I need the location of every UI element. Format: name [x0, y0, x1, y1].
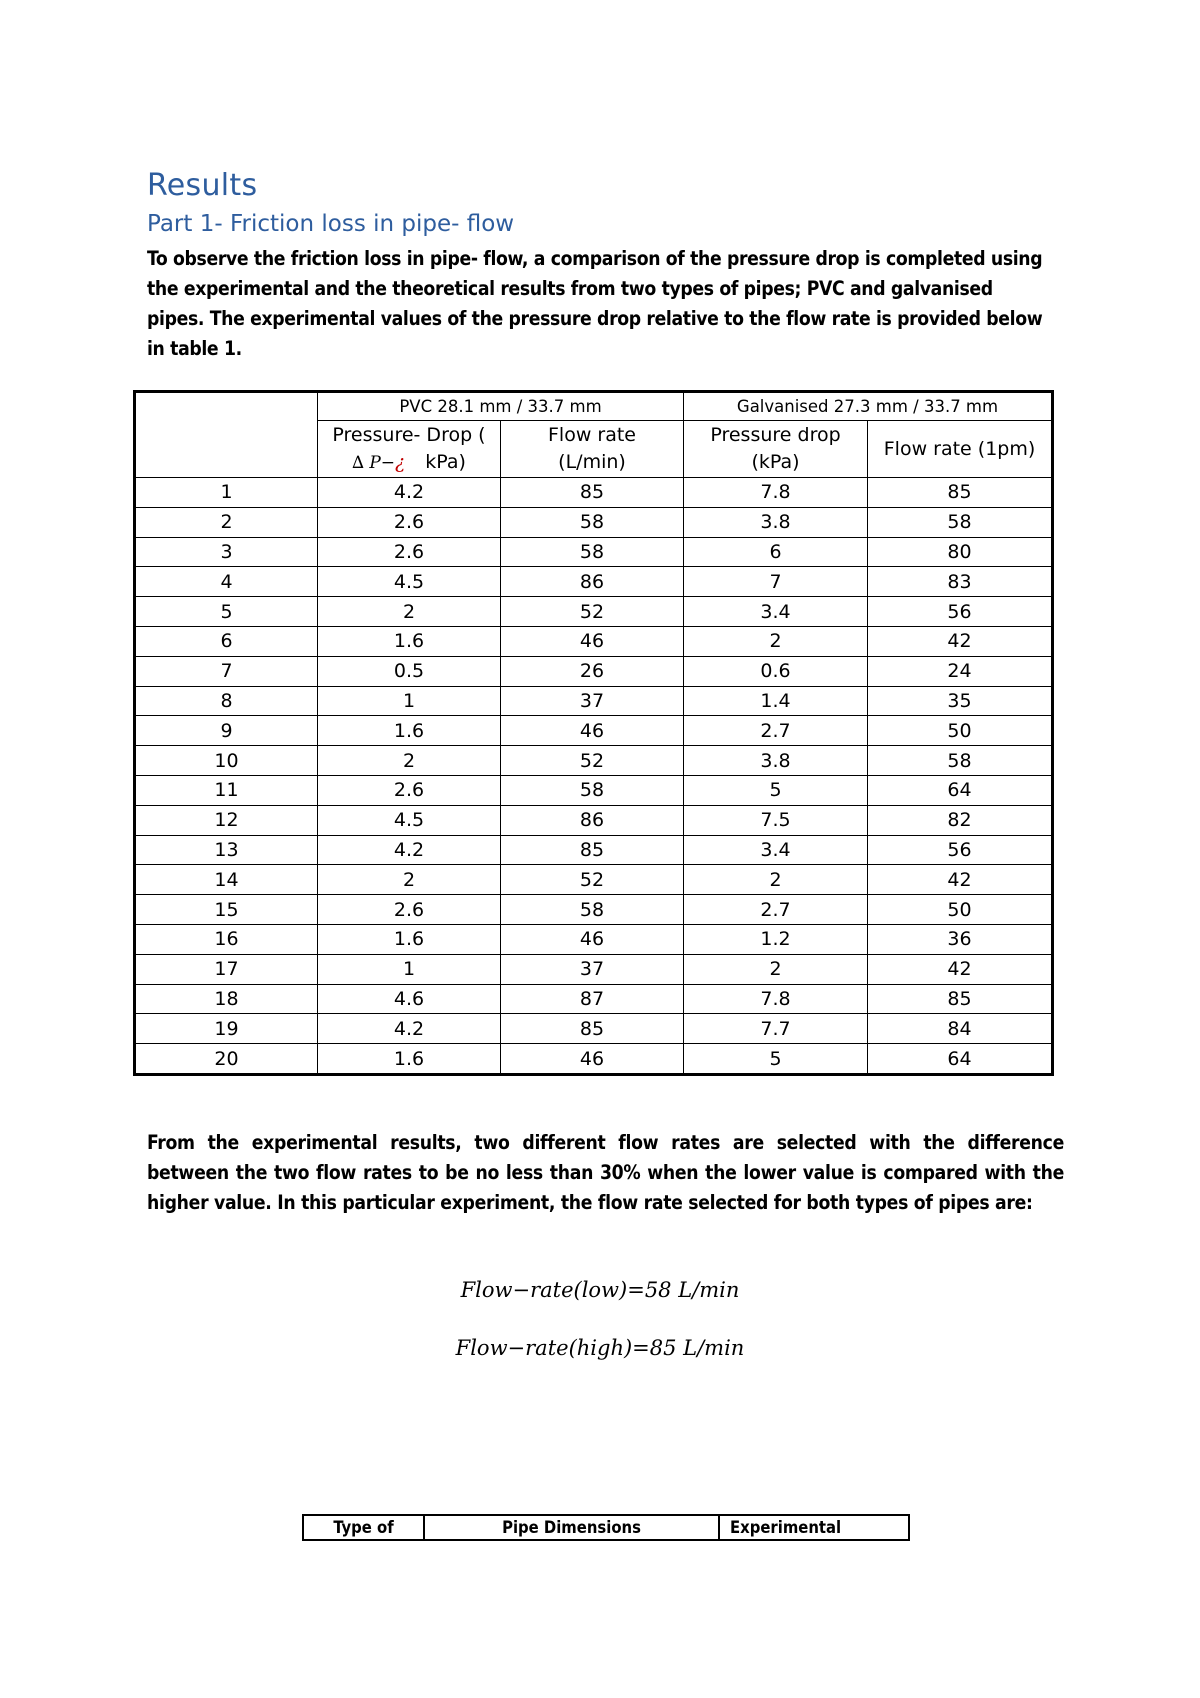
table-row [135, 478, 1053, 508]
header-pvc-flow-label: Flow rate [547, 424, 636, 446]
cell-galv-flow-rate: 64 [868, 775, 1053, 805]
results-table [133, 390, 1054, 1076]
cell-galv-pressure-drop: 3.4 [684, 597, 868, 627]
cell-row-number: 7 [135, 656, 318, 686]
cell-galv-flow-rate: 56 [868, 835, 1053, 865]
header-galvanised: Galvanised 27.3 mm / 33.7 mm [684, 392, 1053, 421]
cell-pvc-flow-rate: 46 [501, 924, 684, 954]
cell-row-number: 9 [135, 716, 318, 746]
table-row [135, 597, 1053, 627]
table-row [135, 1014, 1053, 1044]
header-pvc: PVC 28.1 mm / 33.7 mm [318, 392, 684, 421]
table-header-row-groups [135, 392, 1053, 421]
table-row [135, 805, 1053, 835]
cell-row-number: 17 [135, 954, 318, 984]
cell-row-number: 11 [135, 775, 318, 805]
cell-pvc-flow-rate: 58 [501, 775, 684, 805]
cell-pvc-flow-rate: 87 [501, 984, 684, 1014]
cell-galv-pressure-drop: 2.7 [684, 895, 868, 925]
cell-pvc-pressure-drop: 2 [318, 746, 501, 776]
cell-galv-flow-rate: 85 [868, 478, 1053, 508]
cell-pvc-flow-rate: 86 [501, 805, 684, 835]
cell-pvc-pressure-drop: 2.6 [318, 775, 501, 805]
table-row [135, 686, 1053, 716]
cell-galv-pressure-drop: 7.8 [684, 984, 868, 1014]
delta-p-formula: ∆ P− [352, 452, 396, 473]
cell-galv-pressure-drop: 3.4 [684, 835, 868, 865]
cell-row-number: 2 [135, 507, 318, 537]
cell-pvc-pressure-drop: 1.6 [318, 626, 501, 656]
cell-galv-pressure-drop: 2 [684, 865, 868, 895]
cell-galv-pressure-drop: 2.7 [684, 716, 868, 746]
header-galv-flow-rate: Flow rate (1pm) [868, 421, 1053, 478]
cell-pvc-flow-rate: 52 [501, 746, 684, 776]
header-galv-pressure-label: Pressure drop [710, 424, 841, 446]
cell-galv-flow-rate: 50 [868, 716, 1053, 746]
cell-galv-pressure-drop: 6 [684, 537, 868, 567]
comparison-table-header-row [303, 1515, 909, 1540]
cell-galv-pressure-drop: 7 [684, 567, 868, 597]
cell-galv-flow-rate: 58 [868, 746, 1053, 776]
cell-pvc-flow-rate: 85 [501, 478, 684, 508]
cell-pvc-pressure-drop: 4.2 [318, 1014, 501, 1044]
cell-row-number: 15 [135, 895, 318, 925]
intro-paragraph: To observe the friction loss in pipe- flow, a comparison of the pressure drop is completed using the experimental and the theoretical results from two types of pipes; PVC and galvanised pipes. The experimental values of the pressure drop relative to the flow rate is provided below in table 1. [147, 247, 1043, 360]
header-type-of: Type of [303, 1515, 424, 1540]
table-row [135, 775, 1053, 805]
cell-galv-flow-rate: 64 [868, 1044, 1053, 1075]
cell-galv-pressure-drop: 3.8 [684, 507, 868, 537]
cell-pvc-pressure-drop: 4.6 [318, 984, 501, 1014]
cell-pvc-flow-rate: 86 [501, 567, 684, 597]
header-galv-pressure-unit: (kPa) [751, 451, 800, 473]
cell-galv-flow-rate: 50 [868, 895, 1053, 925]
cell-pvc-flow-rate: 85 [501, 835, 684, 865]
cell-galv-pressure-drop: 7.5 [684, 805, 868, 835]
equation-flow-low: Flow−rate(low)=58 L/min [460, 1278, 740, 1302]
cell-galv-pressure-drop: 1.4 [684, 686, 868, 716]
cell-pvc-pressure-drop: 4.5 [318, 567, 501, 597]
header-galv-pressure-drop [684, 421, 868, 478]
table-row [135, 954, 1053, 984]
table-row [135, 865, 1053, 895]
cell-row-number: 6 [135, 626, 318, 656]
cell-pvc-flow-rate: 58 [501, 507, 684, 537]
table-row [135, 626, 1053, 656]
cell-pvc-flow-rate: 46 [501, 626, 684, 656]
header-pvc-flow-unit: (L/min) [558, 451, 626, 473]
cell-galv-flow-rate: 35 [868, 686, 1053, 716]
section-heading: Part 1- Friction loss in pipe- flow [147, 211, 515, 237]
cell-galv-flow-rate: 42 [868, 954, 1053, 984]
header-pvc-pressure-unit: kPa) [425, 450, 466, 473]
selection-paragraph: From the experimental results, two different flow rates are selected with the difference between the two flow rates to be no less than 30% when the lower value is compared with the higher value. In this particular experiment, the flow rate selected for both types of pipes are: [147, 1131, 1064, 1214]
cell-galv-flow-rate: 84 [868, 1014, 1053, 1044]
cell-pvc-flow-rate: 52 [501, 597, 684, 627]
cell-pvc-flow-rate: 46 [501, 716, 684, 746]
cell-row-number: 5 [135, 597, 318, 627]
cell-galv-flow-rate: 58 [868, 507, 1053, 537]
table-row [135, 984, 1053, 1014]
table-row [135, 537, 1053, 567]
table-row [135, 507, 1053, 537]
inverted-question-glyph: ¿ [395, 450, 406, 473]
header-pipe-dimensions: Pipe Dimensions [424, 1515, 719, 1540]
cell-pvc-flow-rate: 58 [501, 537, 684, 567]
cell-pvc-flow-rate: 46 [501, 1044, 684, 1075]
cell-galv-flow-rate: 80 [868, 537, 1053, 567]
cell-pvc-pressure-drop: 4.5 [318, 805, 501, 835]
cell-pvc-pressure-drop: 4.2 [318, 835, 501, 865]
cell-pvc-flow-rate: 58 [501, 895, 684, 925]
header-pvc-flow-rate [501, 421, 684, 478]
cell-row-number: 12 [135, 805, 318, 835]
header-pvc-pressure-drop [318, 421, 501, 478]
cell-galv-flow-rate: 83 [868, 567, 1053, 597]
cell-pvc-pressure-drop: 4.2 [318, 478, 501, 508]
cell-galv-flow-rate: 85 [868, 984, 1053, 1014]
header-experimental: Experimental [719, 1515, 909, 1540]
comparison-table [302, 1514, 910, 1541]
cell-galv-pressure-drop: 2 [684, 954, 868, 984]
equation-flow-high: Flow−rate(high)=85 L/min [455, 1336, 745, 1360]
cell-row-number: 16 [135, 924, 318, 954]
cell-row-number: 10 [135, 746, 318, 776]
cell-galv-flow-rate: 36 [868, 924, 1053, 954]
cell-pvc-pressure-drop: 2 [318, 865, 501, 895]
cell-galv-pressure-drop: 5 [684, 1044, 868, 1075]
cell-row-number: 13 [135, 835, 318, 865]
cell-galv-pressure-drop: 3.8 [684, 746, 868, 776]
cell-galv-pressure-drop: 1.2 [684, 924, 868, 954]
cell-pvc-pressure-drop: 2 [318, 597, 501, 627]
page-heading: Results [147, 168, 258, 203]
cell-galv-flow-rate: 82 [868, 805, 1053, 835]
cell-galv-flow-rate: 42 [868, 865, 1053, 895]
cell-galv-flow-rate: 42 [868, 626, 1053, 656]
header-blank-cell [135, 392, 318, 478]
cell-pvc-flow-rate: 85 [501, 1014, 684, 1044]
header-pvc-pressure-label: Pressure- Drop ( [332, 423, 486, 446]
cell-row-number: 8 [135, 686, 318, 716]
table-row [135, 716, 1053, 746]
cell-pvc-pressure-drop: 2.6 [318, 537, 501, 567]
cell-galv-pressure-drop: 0.6 [684, 656, 868, 686]
cell-row-number: 14 [135, 865, 318, 895]
cell-galv-flow-rate: 24 [868, 656, 1053, 686]
cell-row-number: 4 [135, 567, 318, 597]
cell-pvc-pressure-drop: 1.6 [318, 1044, 501, 1075]
cell-pvc-pressure-drop: 0.5 [318, 656, 501, 686]
cell-galv-pressure-drop: 5 [684, 775, 868, 805]
cell-row-number: 19 [135, 1014, 318, 1044]
table-row [135, 656, 1053, 686]
cell-galv-pressure-drop: 7.7 [684, 1014, 868, 1044]
cell-pvc-pressure-drop: 1.6 [318, 716, 501, 746]
cell-galv-pressure-drop: 2 [684, 626, 868, 656]
cell-pvc-pressure-drop: 2.6 [318, 507, 501, 537]
table-row [135, 746, 1053, 776]
cell-pvc-pressure-drop: 1.6 [318, 924, 501, 954]
cell-pvc-pressure-drop: 1 [318, 686, 501, 716]
table-row [135, 924, 1053, 954]
table-row [135, 835, 1053, 865]
cell-row-number: 1 [135, 478, 318, 508]
table-row [135, 567, 1053, 597]
cell-pvc-flow-rate: 26 [501, 656, 684, 686]
cell-row-number: 18 [135, 984, 318, 1014]
table-row [135, 1044, 1053, 1075]
cell-pvc-flow-rate: 52 [501, 865, 684, 895]
cell-pvc-flow-rate: 37 [501, 954, 684, 984]
cell-galv-flow-rate: 56 [868, 597, 1053, 627]
cell-row-number: 3 [135, 537, 318, 567]
cell-pvc-pressure-drop: 2.6 [318, 895, 501, 925]
cell-galv-pressure-drop: 7.8 [684, 478, 868, 508]
cell-row-number: 20 [135, 1044, 318, 1075]
table-row [135, 895, 1053, 925]
cell-pvc-pressure-drop: 1 [318, 954, 501, 984]
cell-pvc-flow-rate: 37 [501, 686, 684, 716]
